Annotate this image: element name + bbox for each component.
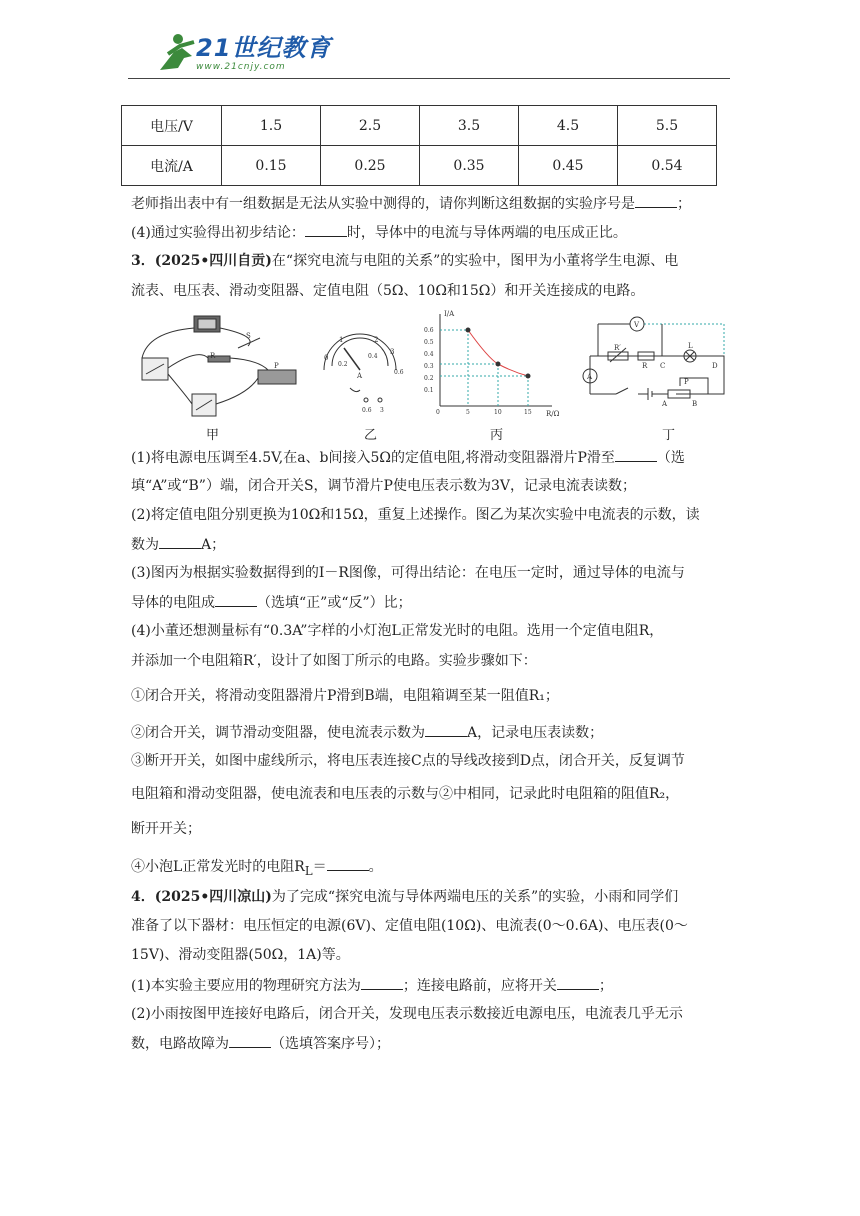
table-cell: 2.5 bbox=[321, 106, 420, 146]
ammeter-label: A bbox=[587, 373, 593, 381]
question-number: 3．(2025•四川自贡) bbox=[131, 253, 272, 269]
tick-label: 0.3 bbox=[424, 363, 434, 370]
answer-blank bbox=[229, 1033, 271, 1048]
voltage-current-table bbox=[121, 105, 717, 186]
unit-label: A bbox=[357, 372, 363, 380]
table-cell: 电流/A bbox=[122, 146, 222, 186]
table-cell: 1.5 bbox=[222, 106, 321, 146]
figure-jia bbox=[142, 316, 296, 416]
table-cell: 0.54 bbox=[618, 146, 717, 186]
table-cell: 5.5 bbox=[618, 106, 717, 146]
end-a-label: A bbox=[662, 400, 668, 408]
circuit-figures bbox=[128, 308, 738, 444]
tick-label: 2 bbox=[374, 336, 379, 344]
figure-ding-circuit bbox=[583, 317, 724, 400]
tick-label: 0 bbox=[436, 409, 440, 416]
resistor-label: R bbox=[642, 362, 648, 370]
table-row bbox=[122, 106, 717, 146]
axis-label: R/Ω bbox=[546, 410, 560, 418]
answer-blank bbox=[159, 534, 201, 549]
logo-text: 21世纪教育 bbox=[196, 34, 332, 62]
table-cell: 3.5 bbox=[420, 106, 519, 146]
terminal-label: 0.6 bbox=[362, 407, 372, 414]
voltmeter-label: V bbox=[634, 321, 640, 329]
step-1: ①闭合开关，将滑动变阻器滑片P滑到B端，电阻箱调至某一阻值R₁； bbox=[131, 688, 559, 704]
tick-label: 15 bbox=[524, 409, 532, 416]
text-line: 电阻箱和滑动变阻器，使电流表和电压表的示数与②中相同，记录此时电阻箱的阻值R₂， bbox=[131, 786, 680, 802]
tick-label: 1 bbox=[339, 336, 344, 344]
text-line: (3)图丙为根据实验数据得到的I－R图像，可得出结论：在电压一定时，通过导体的电流与 bbox=[131, 565, 685, 581]
step-4: ④小泡L正常发光时的电阻$R_L=$ 。 bbox=[131, 856, 383, 881]
text-line: 断开开关； bbox=[131, 821, 201, 837]
question-number: 4．(2025•四川凉山) bbox=[131, 889, 272, 905]
step-2: ②闭合开关，调节滑动变阻器，使电流表示数为 A，记录电压表读数； bbox=[131, 722, 603, 743]
end-b-label: B bbox=[692, 400, 698, 408]
tick-label: 5 bbox=[466, 409, 470, 416]
answer-blank bbox=[215, 592, 257, 607]
figure-yi-ammeter bbox=[324, 334, 396, 402]
text-line: (4)小董还想测量标有“0.3A”字样的小灯泡L正常发光时的电阻。选用一个定值电阻R， bbox=[131, 623, 664, 639]
text-line: 并添加一个电阻箱R′，设计了如图丁所示的电路。实验步骤如下： bbox=[131, 653, 537, 669]
answer-blank bbox=[327, 856, 369, 871]
text-line: 填“A”或“B”）端，闭合开关S，调节滑片P使电压表示数为3V，记录电流表读数； bbox=[131, 478, 636, 494]
tick-label: 0.2 bbox=[338, 361, 348, 368]
tick-label: 10 bbox=[494, 409, 502, 416]
slider-label: P bbox=[684, 378, 689, 386]
header-divider bbox=[128, 78, 730, 79]
figure-label: 甲 bbox=[206, 428, 220, 443]
answer-blank bbox=[305, 222, 347, 237]
table-cell: 4.5 bbox=[519, 106, 618, 146]
tick-label: 3 bbox=[390, 348, 395, 356]
step-3: ③断开开关，如图中虚线所示，将电压表连接C点的导线改接到D点，闭合开关，反复调节 bbox=[131, 753, 685, 769]
label: S bbox=[246, 332, 251, 340]
text-line: 老师指出表中有一组数据是无法从实验中测得的，请你判断这组数据的实验序号是 ； bbox=[131, 193, 691, 214]
tick-label: 0.6 bbox=[394, 369, 404, 376]
table-cell: 0.45 bbox=[519, 146, 618, 186]
point-d-label: D bbox=[712, 362, 718, 370]
text-line: (2)小雨按图甲连接好电路后，闭合开关，发现电压表示数接近电源电压，电流表几乎无示 bbox=[131, 1006, 683, 1022]
answer-blank bbox=[361, 975, 403, 990]
text-line: (1)将电源电压调至4.5V,在a、b间接入5Ω的定值电阻,将滑动变阻器滑片P滑至 （选 bbox=[131, 447, 685, 468]
figure-label: 乙 bbox=[364, 428, 378, 443]
tick-label: 0.4 bbox=[368, 353, 378, 360]
logo-url: www.21cnjy.com bbox=[196, 62, 286, 72]
answer-blank bbox=[557, 975, 599, 990]
table-cell: 0.15 bbox=[222, 146, 321, 186]
figure-bing-graph bbox=[440, 314, 552, 406]
lamp-label: L bbox=[688, 342, 693, 350]
tick-label: 0.5 bbox=[424, 339, 434, 346]
text-line: (1)本实验主要应用的物理研究方法为 ；连接电路前，应将开关 ； bbox=[131, 975, 613, 996]
label: P bbox=[274, 362, 279, 370]
answer-blank bbox=[635, 193, 677, 208]
label: R bbox=[210, 352, 216, 360]
question-4-line-1: 4．(2025•四川凉山)为了完成“探究电流与导体两端电压的关系”的实验，小雨和同学们 bbox=[131, 889, 679, 905]
text-line: (2)将定值电阻分别更换为10Ω和15Ω，重复上述操作。图乙为某次实验中电流表的示数，读 bbox=[131, 507, 700, 523]
figure-label: 丙 bbox=[490, 428, 504, 443]
text-line: 数，电路故障为 （选填答案序号）； bbox=[131, 1033, 390, 1054]
answer-blank bbox=[615, 447, 657, 462]
tick-label: 0 bbox=[324, 354, 329, 362]
point-c-label: C bbox=[660, 362, 666, 370]
text-line: 数为 A； bbox=[131, 534, 225, 555]
resistor-box-label: R′ bbox=[614, 344, 621, 352]
question-3-line-2: 流表、电压表、滑动变阻器、定值电阻（5Ω、10Ω和15Ω）和开关连接成的电路。 bbox=[131, 283, 645, 299]
text-line: 准备了以下器材：电压恒定的电源(6V)、定值电阻(10Ω)、电流表(0～0.6A)、电压表(0～ bbox=[131, 918, 688, 934]
figure-label: 丁 bbox=[662, 428, 676, 443]
question-3-line-1: 3．(2025•四川自贡)在“探究电流与电阻的关系”的实验中，图甲为小董将学生电源、电 bbox=[131, 253, 679, 269]
text-line: 15V)、滑动变阻器(50Ω，1A)等。 bbox=[131, 947, 350, 963]
text-line: (4)通过实验得出初步结论： 时，导体中的电流与导体两端的电压成正比。 bbox=[131, 222, 627, 243]
tick-label: 0.6 bbox=[424, 327, 434, 334]
table-row bbox=[122, 146, 717, 186]
tick-label: 0.2 bbox=[424, 375, 434, 382]
table-cell: 0.25 bbox=[321, 146, 420, 186]
terminal-label: 3 bbox=[380, 407, 384, 414]
answer-blank bbox=[425, 722, 467, 737]
tick-label: 0.4 bbox=[424, 351, 434, 358]
axis-label: I/A bbox=[444, 310, 455, 318]
tick-label: 0.1 bbox=[424, 387, 434, 394]
text-line: 导体的电阻成 （选填“正”或“反”）比； bbox=[131, 592, 412, 613]
table-cell: 电压/V bbox=[122, 106, 222, 146]
table-cell: 0.35 bbox=[420, 146, 519, 186]
